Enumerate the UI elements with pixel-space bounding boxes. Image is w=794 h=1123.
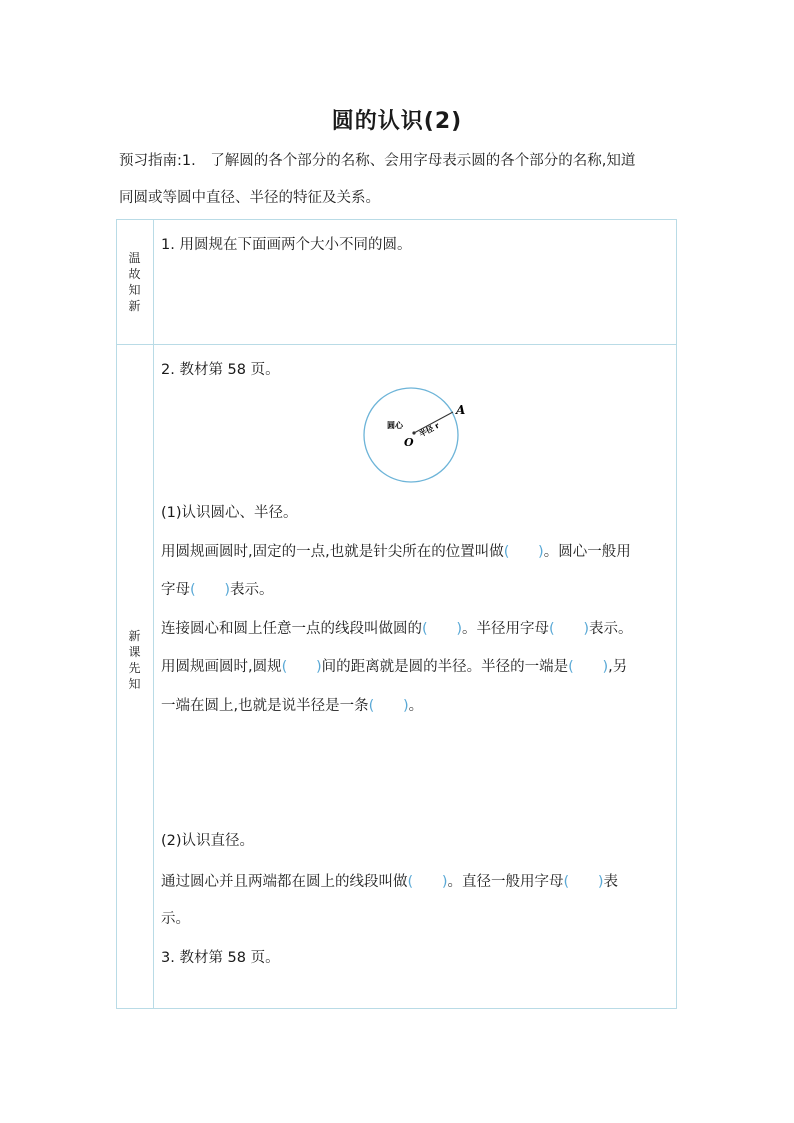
column-divider [153, 219, 154, 1009]
label-char: 知 [128, 677, 141, 691]
label-char: 课 [128, 645, 141, 659]
answer-blank[interactable]: ( ) [407, 874, 448, 890]
label-char: 故 [128, 267, 141, 281]
answer-blank[interactable]: ( ) [563, 874, 604, 890]
sentence-line: 一端在圆上,也就是说半径是一条 ( ) 。 [161, 698, 424, 714]
label-char: 新 [128, 299, 141, 313]
answer-blank[interactable]: ( ) [190, 582, 230, 598]
label-char: 新 [128, 629, 141, 643]
point-a-label: A [456, 403, 466, 417]
sentence-line-end: 示。 [161, 911, 190, 927]
answer-blank[interactable]: ( ) [568, 659, 609, 675]
circle-diagram [358, 385, 468, 485]
row-divider [116, 344, 677, 345]
sentence-line: 用圆规画圆时,圆规 ( ) 间的距离就是圆的半径。半径的一端是 ( ) ,另 [161, 659, 628, 675]
sentence-line: 用圆规画圆时,固定的一点,也就是针尖所在的位置叫做 ( ) 。圆心一般用 [161, 544, 631, 560]
page-title: 圆的认识(2) [331, 109, 463, 134]
part-2-title: (2)认识直径。 [161, 833, 255, 849]
guide-line-1: 预习指南:1. 了解圆的各个部分的名称、会用字母表示圆的各个部分的名称,知道 [119, 153, 636, 169]
center-label: 圆心 [387, 421, 403, 430]
answer-blank[interactable]: ( ) [549, 621, 589, 637]
answer-blank[interactable]: ( ) [503, 544, 544, 560]
label-char: 温 [128, 251, 141, 265]
guide-line-2: 同圆或等圆中直径、半径的特征及关系。 [119, 190, 380, 206]
circle-outline [364, 388, 458, 482]
answer-blank[interactable]: ( ) [422, 621, 462, 637]
question-1: 1. 用圆规在下面画两个大小不同的圆。 [161, 237, 412, 253]
answer-blank[interactable]: ( ) [281, 659, 322, 675]
answer-blank[interactable]: ( ) [368, 698, 409, 714]
center-point [412, 431, 415, 434]
label-char: 先 [128, 661, 141, 675]
new-lesson-section-label [116, 628, 153, 692]
label-char: 知 [128, 283, 141, 297]
radius-label: 半径 r [417, 420, 441, 439]
question-2-heading: 2. 教材第 58 页。 [161, 362, 280, 378]
sentence-line: 连接圆心和圆上任意一点的线段叫做圆的 ( ) 。半径用字母 ( ) 表示。 [161, 621, 633, 637]
review-section-label [116, 250, 153, 314]
sentence-line: 字母 ( ) 表示。 [161, 582, 274, 598]
question-3-heading: 3. 教材第 58 页。 [161, 950, 280, 966]
part-1-title: (1)认识圆心、半径。 [161, 505, 298, 521]
sentence-line: 通过圆心并且两端都在圆上的线段叫做 ( ) 。直径一般用字母 ( ) 表 [161, 874, 618, 890]
point-o-label: O [404, 436, 414, 449]
